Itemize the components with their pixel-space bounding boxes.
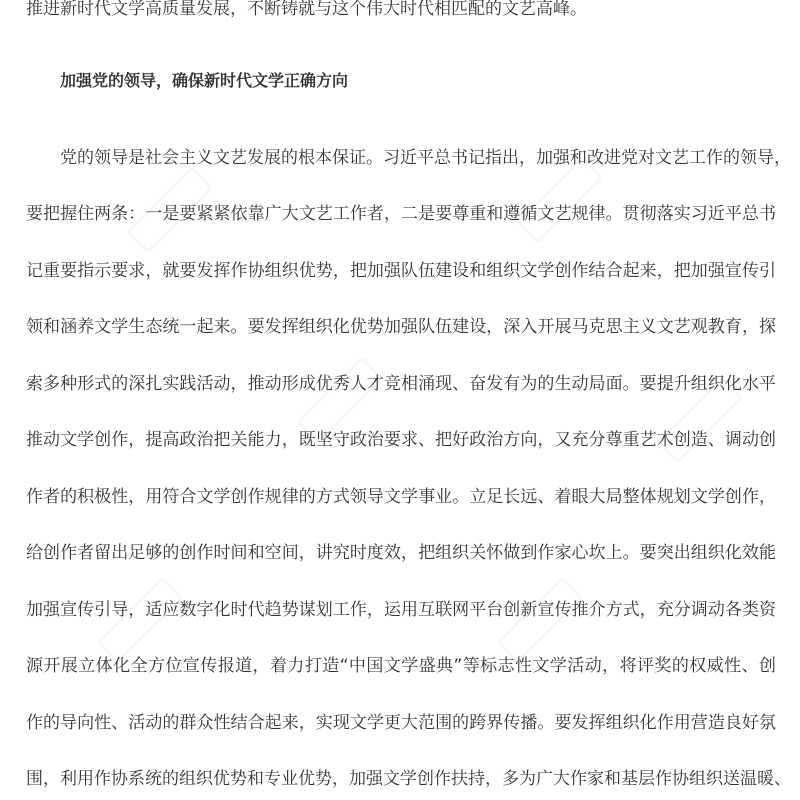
paragraph-line: 推动文学创作，提高政治把关能力，既坚守政治要求、把好政治方向，又充分尊重艺术创造、调动创 bbox=[26, 430, 776, 450]
paragraph-line: 作的导向性、活动的群众性结合起来，实现文学更大范围的跨界传播。要发挥组织化作用营造良好氛 bbox=[26, 713, 776, 733]
paragraph-line: 源开展立体化全方位宣传报道，着力打造“中国文学盛典”等标志性文学活动，将评奖的权威性、创 bbox=[26, 656, 776, 676]
paragraph-line: 索多种形式的深扎实践活动，推动形成优秀人才竞相涌现、奋发有为的生动局面。要提升组织化水平 bbox=[26, 374, 776, 394]
top-text-line: 推进新时代文学高质量发展，不断铸就与这个伟大时代相匹配的文艺高峰。 bbox=[26, 0, 587, 19]
paragraph-line: 给创作者留出足够的创作时间和空间，讲究时度效，把组织关怀做到作家心坎上。要突出组织化效能 bbox=[26, 543, 776, 563]
paragraph-line: 围，利用作协系统的组织优势和专业优势，加强文学创作扶持，多为广大作家和基层作协组织送温暖、 bbox=[26, 769, 791, 789]
paragraph-line: 党的领导是社会主义文艺发展的根本保证。习近平总书记指出，加强和改进党对文艺工作的领导， bbox=[60, 148, 791, 168]
paragraph-line: 作者的积极性，用符合文学创作规律的方式领导文学事业。立足长远、着眼大局整体规划文学创作， bbox=[26, 487, 776, 507]
paragraph-line: 加强宣传引导，适应数字化时代趋势谋划工作，运用互联网平台创新宣传推介方式，充分调动各类资 bbox=[26, 600, 776, 620]
paragraph-line: 记重要指示要求，就要发挥作协组织优势，把加强队伍建设和组织文学创作结合起来，把加强宣传引 bbox=[26, 261, 776, 281]
paragraph-line: 要把握住两条：一是要紧紧依靠广大文艺工作者，二是要尊重和遵循文艺规律。贯彻落实习近平总书 bbox=[26, 204, 776, 224]
section-heading: 加强党的领导，确保新时代文学正确方向 bbox=[60, 71, 349, 90]
paragraph-line: 领和涵养文学生态统一起来。要发挥组织化优势加强队伍建设，深入开展马克思主义文艺观教育，探 bbox=[26, 317, 776, 337]
